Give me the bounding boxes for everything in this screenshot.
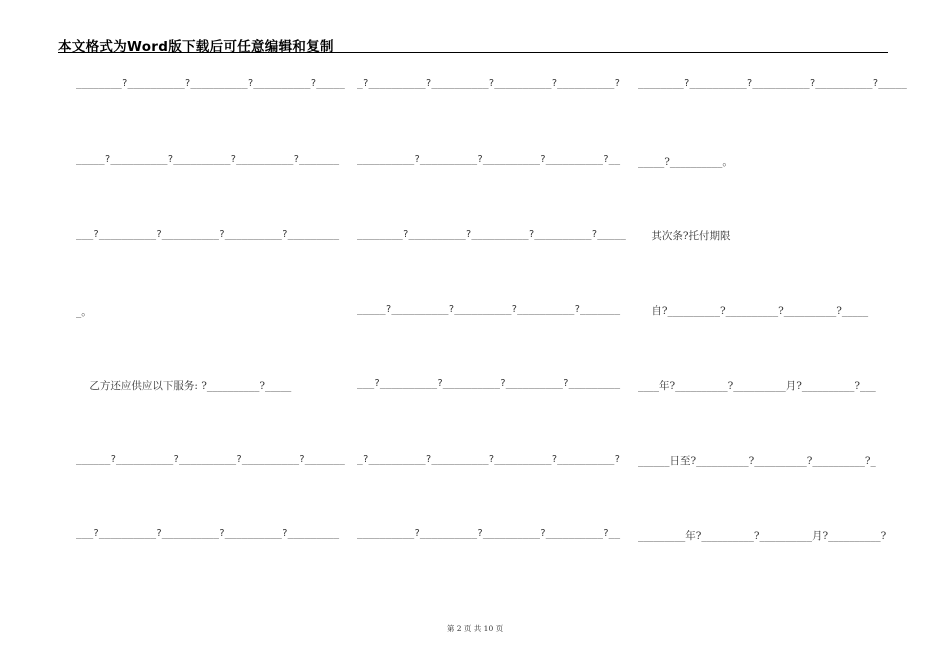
- text-line: _____?__________。: [638, 156, 733, 168]
- text-line: ____年?__________?__________月?__________?___: [638, 380, 876, 392]
- text-line: ________?__________?__________?__________?_____: [357, 229, 626, 240]
- text-line: __________?__________?__________?__________?__: [357, 528, 621, 539]
- text-line: ___?__________?__________?__________?_________: [357, 378, 621, 389]
- text-line: ______?__________?__________?__________?_______: [76, 454, 345, 465]
- text-line: _____?__________?__________?__________?_______: [357, 304, 621, 315]
- page-number: 第 2 页 共 10 页: [446, 624, 504, 633]
- text-line: _____?__________?__________?__________?_______: [76, 154, 340, 165]
- text-line: _。: [76, 306, 92, 318]
- text-line: _?__________?__________?__________?__________?: [357, 78, 621, 89]
- section-heading: 其次条?托付期限: [638, 230, 731, 242]
- text-line: 自?__________?__________?__________?_____: [638, 305, 869, 317]
- text-line: ________?__________?__________?__________?_____: [638, 78, 907, 89]
- text-line: ___?__________?__________?__________?_________: [76, 229, 340, 240]
- text-line: _?__________?__________?__________?__________?: [357, 454, 621, 465]
- text-line: ___?__________?__________?__________?_________: [76, 528, 340, 539]
- text-line: ______日至?__________?__________?__________?_: [638, 455, 876, 467]
- header-title: 本文格式为Word版下载后可任意编辑和复制: [58, 39, 334, 55]
- text-line: _________年?__________?__________月?__________?: [638, 530, 887, 542]
- header-divider: [58, 52, 888, 53]
- text-line: __________?__________?__________?__________?__: [357, 154, 621, 165]
- text-line: 乙方还应供应以下服务: ?__________?_____: [76, 380, 292, 392]
- text-line: ________?__________?__________?__________?_____: [76, 78, 345, 89]
- page-header: [58, 33, 888, 55]
